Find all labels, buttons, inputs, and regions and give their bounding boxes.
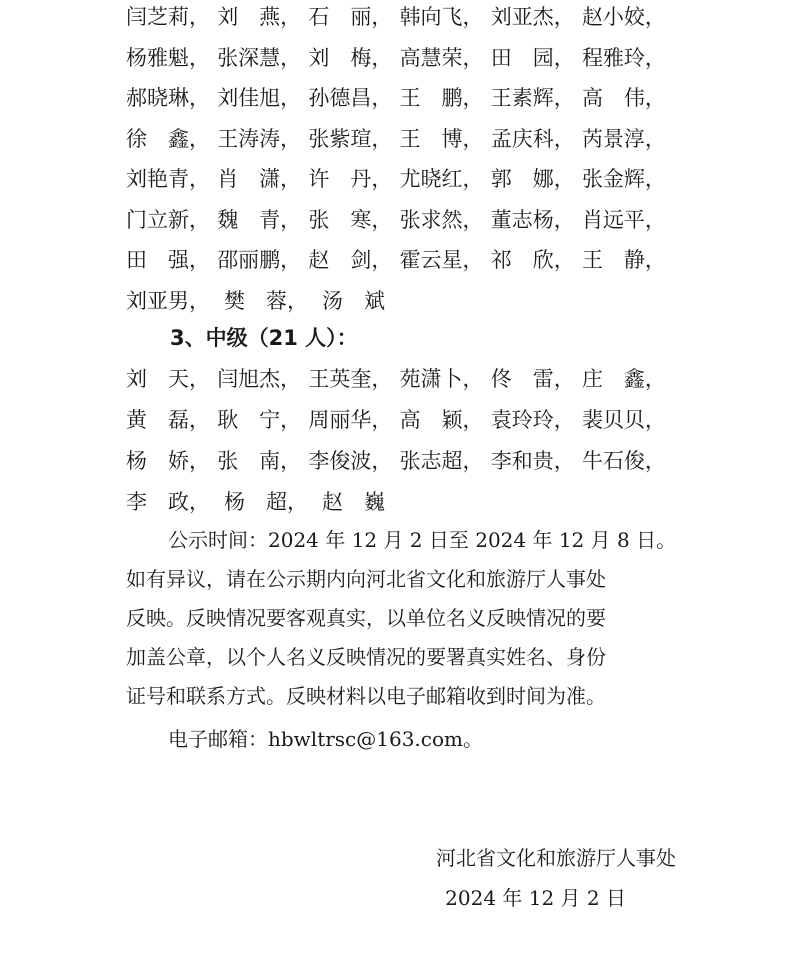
notice-line-2: 如有异议，请在公示期内向河北省文化和旅游厅人事处 xyxy=(126,567,606,591)
person-name: 石 丽， xyxy=(308,5,393,29)
person-name: 刘艳青， xyxy=(126,167,210,191)
notice-line-5: 证号和联系方式。反映材料以电子邮箱收到时间为准。 xyxy=(126,684,606,708)
notice-time-text: 公示时间：2024 年 12 月 2 日至 2024 年 12 月 8 日。 xyxy=(168,528,677,552)
person-name: 高慧荣， xyxy=(399,45,484,70)
person-name: 郭 娜， xyxy=(490,167,575,191)
person-name: 王素辉， xyxy=(490,86,575,110)
name-row xyxy=(126,164,666,194)
person-name: 张 南， xyxy=(217,449,302,473)
person-name: 庄 鑫， xyxy=(581,367,666,391)
person-name: 张求然， xyxy=(399,207,484,232)
person-name: 祁 欣， xyxy=(490,248,575,272)
person-name: 闫芝莉， xyxy=(126,5,210,29)
person-name: 张志超， xyxy=(399,449,484,473)
person-name: 芮景淳， xyxy=(581,126,666,151)
name-row xyxy=(126,245,666,275)
person-name: 韩向飞， xyxy=(399,5,484,29)
person-name: 赵 巍 xyxy=(322,490,385,514)
person-name: 王 鹏， xyxy=(399,86,484,110)
person-name: 肖 潇， xyxy=(217,167,302,191)
name-row xyxy=(126,487,666,517)
person-name: 田 强， xyxy=(126,248,210,272)
person-name: 霍云星， xyxy=(399,248,484,272)
person-name: 杨 娇， xyxy=(126,449,210,473)
person-name: 王 静， xyxy=(581,248,666,272)
contact-email-text: 电子邮箱：hbwltrsc@163.com。 xyxy=(168,727,483,751)
person-name: 李 政， xyxy=(126,490,210,514)
person-name: 张金辉， xyxy=(581,167,666,191)
person-name: 董志杨， xyxy=(490,207,575,232)
person-name: 孙德昌， xyxy=(308,86,393,110)
person-name: 赵小姣， xyxy=(581,5,666,29)
person-name: 杨雅魁， xyxy=(126,45,210,70)
notice-line-3: 反映。反映情况要客观真实，以单位名义反映情况的要 xyxy=(126,606,606,630)
person-name: 牛石俊， xyxy=(581,449,666,473)
person-name: 许 丹， xyxy=(308,167,393,191)
person-name: 高 颖， xyxy=(399,408,484,432)
name-row xyxy=(126,405,666,435)
person-name: 汤 斌 xyxy=(322,288,385,313)
person-name: 刘亚杰， xyxy=(490,5,575,29)
person-name: 杨 超， xyxy=(224,490,308,514)
person-name: 耿 宁， xyxy=(217,408,302,432)
person-name: 黄 磊， xyxy=(126,408,210,432)
person-name: 裴贝贝， xyxy=(581,408,666,432)
name-row xyxy=(126,2,666,32)
person-name: 王英奎， xyxy=(308,367,393,391)
name-row xyxy=(126,205,666,235)
signature-date: 2024 年 12 月 2 日 xyxy=(445,886,626,910)
person-name: 佟 雷， xyxy=(490,367,575,391)
person-name: 刘亚男， xyxy=(126,288,210,313)
person-name: 孟庆科， xyxy=(490,126,575,151)
person-name: 刘 梅， xyxy=(308,45,393,70)
notice-line-4: 加盖公章，以个人名义反映情况的要署真实姓名、身份 xyxy=(126,645,606,669)
person-name: 赵 剑， xyxy=(308,248,393,272)
person-name: 袁玲玲， xyxy=(490,408,575,432)
person-name: 郝晓琳， xyxy=(126,86,210,110)
contact-email xyxy=(126,720,686,759)
person-name: 高 伟， xyxy=(581,86,666,110)
person-name: 田 园， xyxy=(490,45,575,70)
person-name: 尤晓红， xyxy=(399,167,484,191)
person-name: 张 寒， xyxy=(308,207,393,232)
name-row xyxy=(126,43,666,73)
person-name: 魏 青， xyxy=(217,207,302,232)
signature-org: 河北省文化和旅游厅人事处 xyxy=(436,846,676,870)
person-name: 李和贵， xyxy=(490,449,575,473)
person-name: 张深慧， xyxy=(217,45,302,70)
name-row xyxy=(126,124,666,154)
person-name: 徐 鑫， xyxy=(126,126,210,151)
person-name: 刘 天， xyxy=(126,367,210,391)
name-row xyxy=(126,446,666,476)
name-row xyxy=(126,364,666,394)
person-name: 肖远平， xyxy=(581,207,666,232)
person-name: 程雅玲， xyxy=(581,45,666,70)
name-row xyxy=(126,83,666,113)
person-name: 王 博， xyxy=(399,126,484,151)
person-name: 樊 蓉， xyxy=(224,288,308,313)
person-name: 邵丽鹏， xyxy=(217,248,302,272)
person-name: 王涛涛， xyxy=(217,126,302,151)
person-name: 苑潇卜， xyxy=(399,367,484,391)
person-name: 刘 燕， xyxy=(217,5,302,29)
person-name: 闫旭杰， xyxy=(217,367,302,391)
name-row xyxy=(126,286,666,316)
person-name: 刘佳旭， xyxy=(217,86,302,110)
notice-time xyxy=(126,521,686,560)
person-name: 张紫瑄， xyxy=(308,126,393,151)
person-name: 周丽华， xyxy=(308,408,393,432)
person-name: 门立新， xyxy=(126,207,210,232)
intermediate-heading: 3、中级（21 人）： xyxy=(170,326,358,350)
person-name: 李俊波， xyxy=(308,449,393,473)
